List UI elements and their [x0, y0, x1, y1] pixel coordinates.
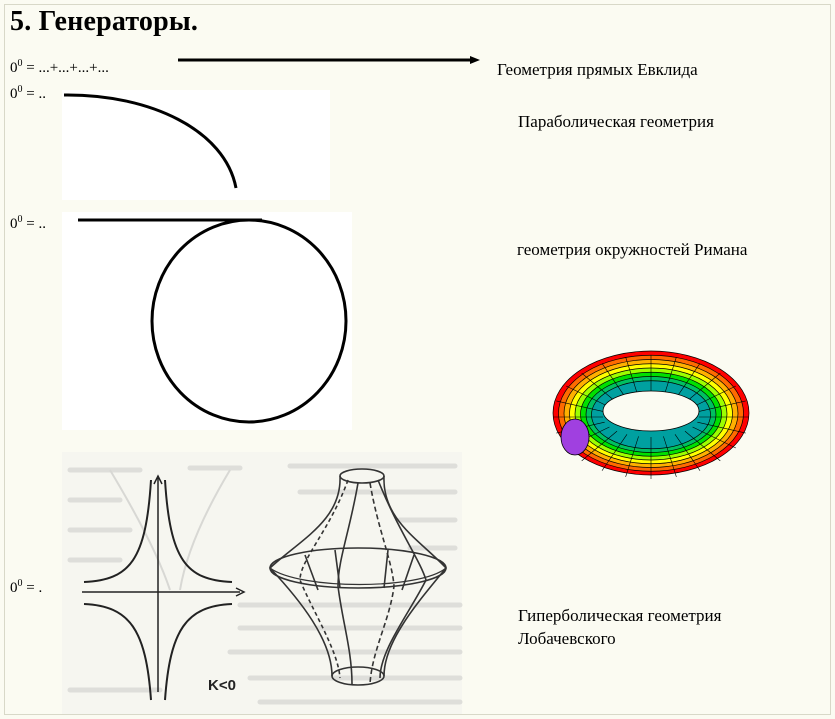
torus-cut-section: [561, 419, 589, 455]
formula-lobachevsky: $0^0$ = .: [10, 578, 43, 596]
scanned-textbook-background: [62, 452, 462, 714]
parabola-panel: [62, 90, 330, 200]
label-riemann: геометрия окружностей Римана: [517, 240, 748, 259]
circle-panel: [62, 212, 352, 430]
curvature-label: K<0: [208, 677, 236, 694]
formula-riemann: $0^0$ = ..: [10, 214, 46, 232]
label-parabolic: Параболическая геометрия: [518, 112, 714, 131]
label-lobachevsky: Гиперболическая геометрия Лобачевского: [518, 606, 722, 648]
torus-hole: [603, 391, 699, 431]
formula-parabolic: $0^0$ = ..: [10, 84, 46, 102]
slide-title: 5. Генераторы.: [10, 6, 199, 37]
formula-euclid: $0^0$ = ...+...+...+...: [10, 58, 109, 76]
torus-image: [553, 351, 749, 479]
euclid-line: [178, 56, 480, 64]
label-euclid: Геометрия прямых Евклида: [497, 60, 698, 79]
